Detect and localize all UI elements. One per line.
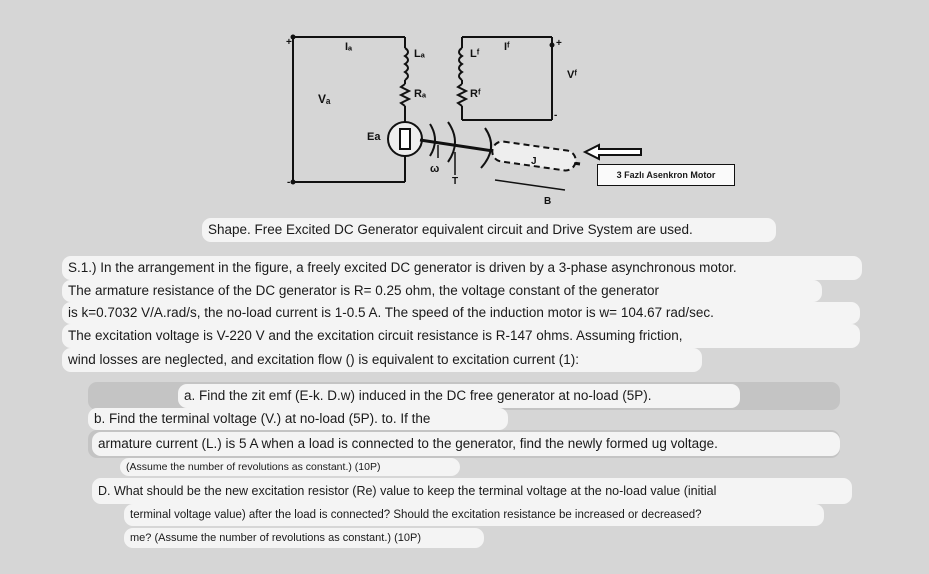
armature-inductor [405, 48, 408, 80]
armature-resistor [401, 84, 409, 106]
rf-label: Rᶠ [470, 88, 481, 100]
problem-line-2: The armature resistance of the DC generator is R= 0.25 ohm, the voltage constant of the generator [62, 280, 822, 302]
question-d-line-1: D. What should be the new excitation resistor (Re) value to keep the terminal voltage at the no-load value (initial [92, 478, 852, 504]
problem-line-4: The excitation voltage is V-220 V and the excitation circuit resistance is R-147 ohms. Assuming friction, [62, 324, 860, 348]
ra-label: Rₐ [414, 88, 427, 100]
svg-text:+: + [556, 38, 562, 49]
omega-label: ω [430, 163, 440, 175]
field-inductor [459, 48, 462, 80]
ia-label: Iₐ [345, 41, 353, 53]
la-label: Lₐ [414, 48, 425, 60]
figure-caption: Shape. Free Excited DC Generator equivalent circuit and Drive System are used. [202, 218, 776, 242]
field-resistor [458, 84, 466, 106]
circuit-diagram [0, 0, 929, 230]
question-b-line-3: (Assume the number of revolutions as constant.) (10P) [120, 458, 460, 476]
friction-ground [495, 180, 565, 190]
problem-line-3: is k=0.7032 V/A.rad/s, the no-load current is 1-0.5 A. The speed of the induction motor is w= 104.67 rad/sec. [62, 302, 860, 324]
motor-badge: 3 Fazlı Asenkron Motor [597, 164, 735, 186]
question-d-line-3: me? (Assume the number of revolutions as constant.) (10P) [124, 528, 484, 548]
svg-text:+: + [286, 37, 292, 48]
ea-label: Ea [367, 131, 381, 143]
motor-arrow [585, 145, 641, 159]
if-label: Iᶠ [504, 41, 510, 53]
svg-text:-: - [287, 177, 291, 188]
question-b-line-1: b. Find the terminal voltage (V.) at no-load (5P). to. If the [88, 408, 508, 430]
question-a: a. Find the zit emf (E-k. D.w) induced in the DC free generator at no-load (5P). [178, 384, 740, 408]
friction-label: B [544, 196, 552, 207]
va-label: Vₐ [318, 92, 331, 106]
problem-line-1: S.1.) In the arrangement in the figure, a freely excited DC generator is driven by a 3-phase asynchronous motor. [62, 256, 862, 280]
lf-label: Lᶠ [470, 48, 480, 60]
svg-text:-: - [554, 110, 558, 121]
question-b-line-2: armature current (L.) is 5 A when a load is connected to the generator, find the newly formed ug voltage. [92, 432, 840, 456]
inertia-label: J [531, 156, 537, 167]
torque-label: T [452, 176, 459, 187]
question-d-line-2: terminal voltage value) after the load is connected? Should the excitation resistance be increased or decreased? [124, 504, 824, 526]
vf-label: Vᶠ [567, 69, 578, 81]
problem-line-5: wind losses are neglected, and excitation flow () is equivalent to excitation current (1): [62, 348, 702, 372]
